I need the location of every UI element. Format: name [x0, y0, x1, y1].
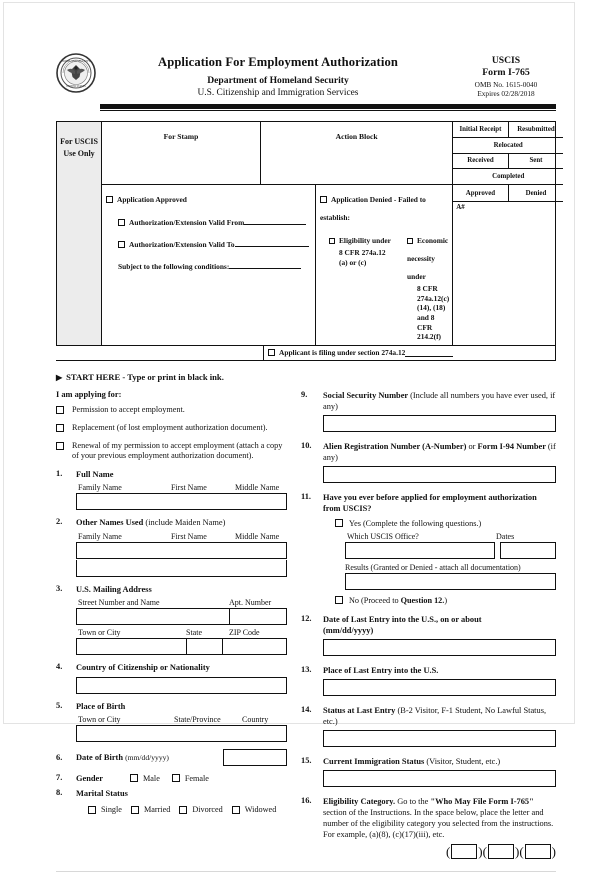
question-13	[301, 665, 556, 696]
birth-town-label: Town or City	[78, 714, 121, 724]
question-16	[301, 796, 556, 859]
marital-widowed-label: Widowed	[244, 805, 277, 815]
valid-from-line[interactable]	[244, 216, 306, 225]
question-11-no-option[interactable]	[323, 596, 556, 605]
question-15-number: 15.	[301, 755, 312, 765]
question-11-yes-option[interactable]	[323, 519, 556, 528]
which-office-label: Which USCIS Office?	[347, 532, 419, 542]
country-citizenship-input[interactable]	[76, 677, 287, 694]
agency-name: U.S. Citizenship and Immigration Services	[197, 88, 359, 98]
question-1-title: Full Name	[76, 470, 114, 480]
left-column	[56, 390, 301, 860]
table-row	[453, 202, 563, 345]
expiration-date: Expires 02/28/2018	[477, 89, 535, 98]
form-page	[3, 2, 575, 860]
results-label: Results (Granted or Denied - attach all documentation)	[345, 563, 521, 573]
start-here-banner	[56, 372, 556, 382]
question-6-format: (mm/dd/yyyy)	[125, 752, 169, 762]
approved-cell[interactable]: Approved	[453, 185, 509, 201]
question-3-number: 3.	[56, 583, 63, 593]
question-11-number: 11.	[301, 492, 312, 502]
gender-male-checkbox[interactable]	[130, 774, 138, 782]
date-last-entry-input[interactable]	[323, 639, 556, 656]
question-10-title-b: Form I-94 Number	[477, 441, 546, 451]
uscis-use-block	[56, 121, 556, 346]
action-block-label: Action Block	[335, 132, 378, 141]
zip-input[interactable]	[222, 638, 287, 655]
question-12	[301, 614, 556, 655]
eligibility-box-2[interactable]	[488, 844, 514, 859]
other-family-name-label: Family Name	[78, 531, 122, 541]
question-7-number: 7.	[56, 772, 63, 782]
resubmitted-cell[interactable]: Resubmitted	[517, 125, 555, 133]
gender-female-label: Female	[184, 773, 209, 783]
paren-open-3: (	[519, 844, 524, 860]
filing-under-line[interactable]	[405, 348, 453, 357]
valid-to-checkbox[interactable]	[118, 241, 125, 248]
replacement-label: Replacement (of lost employment authorization document).	[72, 422, 268, 432]
question-14-title: Status at Last Entry	[323, 705, 396, 715]
question-2	[56, 517, 287, 576]
gender-female-checkbox[interactable]	[172, 774, 180, 782]
question-16-body-1: Go to the	[395, 796, 431, 806]
marital-married-option[interactable]	[131, 805, 170, 814]
question-12-title: Date of Last Entry into the U.S., on or about	[323, 615, 482, 625]
omb-number: OMB No. 1615-0040	[474, 80, 538, 89]
valid-to-line[interactable]	[235, 238, 309, 247]
question-9	[301, 390, 556, 432]
other-names-input-row2[interactable]	[76, 560, 287, 577]
marital-single-option[interactable]	[88, 805, 122, 814]
relocated-cell: Relocated	[493, 141, 523, 149]
question-7-title: Gender	[76, 773, 103, 783]
question-10-or: or	[466, 441, 478, 451]
middle-name-label: Middle Name	[235, 483, 280, 493]
dates-input[interactable]	[500, 542, 556, 559]
economic-cfr-line1: 8 CFR 274a.12(c)(14), (18)	[417, 284, 450, 313]
filing-under-cell	[263, 346, 556, 361]
economic-necessity-checkbox[interactable]	[407, 238, 413, 244]
application-approved-section	[102, 185, 316, 345]
valid-from-checkbox[interactable]	[118, 219, 125, 226]
valid-from-label: Authorization/Extension Valid From	[129, 218, 245, 227]
question-1	[56, 469, 287, 510]
zip-label: ZIP Code	[229, 627, 260, 637]
svg-text:HOMELAND SECURITY: HOMELAND SECURITY	[61, 60, 91, 63]
question-5-number: 5.	[56, 700, 63, 710]
family-name-label: Family Name	[78, 483, 122, 493]
sent-cell[interactable]: Sent	[529, 157, 543, 165]
question-4	[56, 662, 287, 694]
other-middle-name-label: Middle Name	[235, 531, 280, 541]
a-number-cell[interactable]: A#	[456, 204, 465, 211]
gender-male-label: Male	[143, 773, 160, 783]
filing-under-row	[56, 346, 556, 361]
form-content	[56, 43, 556, 872]
economic-necessity-item	[407, 230, 449, 342]
eligibility-cfr-line2: (a) or (c)	[339, 257, 367, 267]
question-16-body-2: section of the Instructions. In the space below, place the letter and number of the eligibility category you selected from the instructions. For example, (a)(8), (c)(17)(iii), etc.	[323, 807, 554, 840]
question-10-sub: (if any)	[323, 441, 556, 463]
gender-male-option[interactable]	[130, 774, 160, 783]
replacement-checkbox[interactable]	[56, 424, 64, 432]
gender-female-option[interactable]	[172, 774, 209, 783]
question-16-number: 16.	[301, 795, 312, 805]
completed-cell: Completed	[492, 173, 525, 181]
header-rule-thin	[100, 110, 556, 111]
paren-open-2: (	[482, 844, 487, 860]
applied-before-no-label-a: No (Proceed to	[349, 596, 401, 606]
paren-close-3: )	[551, 844, 556, 860]
applying-for-heading: I am applying for:	[56, 389, 122, 399]
question-10-number: 10.	[301, 440, 312, 450]
start-here-label: START HERE - Type or print in black ink.	[66, 371, 224, 382]
for-stamp-cell[interactable]	[102, 122, 261, 184]
permission-label: Permission to accept employment.	[72, 404, 185, 414]
filing-under-blank-mid	[153, 346, 263, 361]
marital-widowed-option[interactable]	[232, 805, 277, 814]
header-rule-thick	[100, 104, 556, 109]
state-label: State	[186, 627, 202, 637]
question-4-number: 4.	[56, 661, 63, 671]
state-input[interactable]	[186, 638, 222, 655]
application-approved-label: Application Approved	[117, 195, 187, 204]
question-9-title: Social Security Number	[323, 390, 408, 400]
for-uscis-use-only-label: For USCIS Use Only	[60, 137, 98, 158]
for-stamp-label: For Stamp	[163, 132, 199, 141]
question-5-title: Place of Birth	[76, 701, 126, 711]
initial-receipt-cell[interactable]: Initial Receipt	[453, 122, 509, 137]
permission-checkbox[interactable]	[56, 406, 64, 414]
question-6	[56, 749, 287, 766]
birth-country-label: Country	[242, 714, 269, 724]
town-input[interactable]	[76, 638, 186, 655]
application-denied-label: Application Denied - Failed to establish:	[320, 195, 426, 222]
right-column	[301, 390, 556, 860]
approval-decision-grid	[453, 185, 563, 345]
question-3-title: U.S. Mailing Address	[76, 584, 152, 594]
question-12-number: 12.	[301, 614, 312, 624]
marital-widowed-checkbox[interactable]	[232, 806, 240, 814]
applied-before-no-checkbox[interactable]	[335, 596, 343, 604]
marital-single-label: Single	[101, 805, 122, 815]
date-of-birth-input[interactable]	[223, 749, 287, 766]
masthead	[56, 43, 556, 98]
renewal-checkbox[interactable]	[56, 442, 64, 450]
question-14-number: 14.	[301, 704, 312, 714]
place-last-entry-input[interactable]	[323, 679, 556, 696]
question-15-title: Current Immigration Status	[323, 756, 425, 766]
filing-under-blank-left	[56, 346, 153, 361]
marital-married-label: Married	[143, 805, 171, 815]
applied-before-yes-label: Yes (Complete the following questions.)	[349, 519, 482, 529]
dhs-seal-icon	[56, 43, 100, 93]
question-11-title: Have you ever before applied for employment authorization from USCIS?	[323, 493, 537, 514]
question-10-title-a: Alien Registration Number (A-Number)	[323, 441, 467, 451]
question-13-number: 13.	[301, 664, 312, 674]
subject-to-conditions-label: Subject to the following conditions:	[118, 262, 230, 271]
question-5	[56, 701, 287, 742]
eligibility-category-inputs	[323, 844, 556, 859]
marital-married-checkbox[interactable]	[131, 806, 139, 814]
question-11	[301, 492, 556, 605]
filing-under-label: Applicant is filing under section 274a.12	[279, 348, 406, 358]
economic-cfr-line2: and 8 CFR 214.2(f)	[417, 312, 442, 342]
question-2-title: Other Names Used	[76, 518, 144, 528]
question-8-title: Marital Status	[76, 788, 128, 798]
table-row	[453, 154, 563, 170]
apt-number-label: Apt. Number	[229, 597, 272, 607]
eligibility-box-3[interactable]	[525, 844, 551, 859]
question-2-number: 2.	[56, 517, 63, 527]
question-15-sub: (Visitor, Student, etc.)	[426, 756, 501, 766]
paren-open-1: (	[445, 844, 451, 860]
status-last-entry-input[interactable]	[323, 730, 556, 747]
table-row	[453, 122, 563, 138]
economic-necessity-label: Economic necessity under	[407, 236, 449, 281]
question-9-sub: (Include all numbers you have ever used, if any)	[323, 390, 556, 411]
question-1-number: 1.	[56, 469, 63, 479]
first-name-label: First Name	[171, 483, 207, 493]
denied-cell[interactable]: Denied	[525, 189, 547, 197]
which-office-input[interactable]	[345, 542, 495, 559]
eligibility-cfr-line1: 8 CFR 274a.12	[339, 248, 386, 257]
question-15	[301, 756, 556, 787]
svg-text:UNITED STATES: UNITED STATES	[66, 85, 86, 88]
form-columns	[56, 390, 556, 860]
table-row	[453, 138, 563, 154]
marital-divorced-label: Divorced	[192, 805, 223, 815]
paren-close-1: )	[478, 844, 483, 860]
marital-single-checkbox[interactable]	[88, 806, 96, 814]
birth-state-label: State/Province	[174, 714, 221, 724]
application-approved-checkbox[interactable]	[106, 196, 113, 203]
receipt-grid	[453, 122, 563, 184]
department-name: Department of Homeland Security	[207, 75, 349, 86]
eligibility-under-label: Eligibility under	[339, 236, 391, 245]
form-number: Form I-765	[482, 67, 530, 78]
action-block-cell[interactable]	[261, 122, 453, 184]
other-first-name-label: First Name	[171, 531, 207, 541]
applied-before-no-ref: Question 12.	[400, 596, 445, 606]
valid-to-label: Authorization/Extension Valid To	[129, 240, 235, 249]
paren-close-2: )	[514, 844, 520, 860]
table-row	[453, 185, 563, 202]
received-cell[interactable]: Received	[453, 154, 509, 169]
question-16-title: Eligibility Category.	[323, 796, 396, 806]
question-3	[56, 584, 287, 655]
question-8	[56, 788, 287, 814]
other-names-input-row1[interactable]	[76, 542, 287, 559]
agency-short: USCIS	[491, 55, 521, 66]
question-14	[301, 705, 556, 747]
renewal-label: Renewal of my permission to accept employment (attach a copy of your previous employment authorization document).	[72, 440, 283, 461]
applying-option-renewal[interactable]	[56, 441, 287, 463]
question-9-number: 9.	[301, 389, 308, 399]
town-label: Town or City	[78, 627, 121, 637]
for-uscis-use-only-cell	[57, 122, 102, 345]
applied-before-no-label-c: )	[444, 596, 448, 606]
street-label: Street Number and Name	[78, 597, 160, 607]
dates-label: Dates	[496, 532, 515, 542]
triangle-right-icon: ▶	[56, 372, 63, 382]
current-status-input[interactable]	[323, 770, 556, 787]
full-name-input[interactable]	[76, 493, 287, 510]
applying-option-permission[interactable]	[56, 405, 287, 418]
question-13-title: Place of Last Entry into the U.S.	[323, 665, 439, 675]
question-7	[56, 773, 287, 784]
applying-option-replacement[interactable]	[56, 423, 287, 436]
question-10	[301, 441, 556, 483]
form-id-block	[456, 43, 556, 98]
question-6-number: 6.	[56, 752, 63, 762]
masthead-titles	[100, 43, 456, 98]
marital-divorced-option[interactable]	[179, 805, 222, 814]
application-denied-checkbox[interactable]	[320, 196, 327, 203]
alien-number-input[interactable]	[323, 466, 556, 483]
question-6-title: Date of Birth	[76, 752, 123, 762]
question-4-title: Country of Citizenship or Nationality	[76, 662, 210, 672]
question-12-format: (mm/dd/yyyy)	[323, 626, 374, 636]
eligibility-box-1[interactable]	[451, 844, 477, 859]
subject-to-conditions-line[interactable]	[229, 260, 301, 269]
question-14-sub: (B-2 Visitor, F-1 Student, No Lawful Status, etc.)	[323, 705, 547, 726]
eligibility-under-checkbox[interactable]	[329, 238, 335, 244]
eligibility-under-item	[329, 230, 407, 342]
apt-number-input[interactable]	[229, 608, 287, 625]
applied-before-yes-checkbox[interactable]	[335, 519, 343, 527]
table-row	[453, 169, 563, 184]
ssn-input[interactable]	[323, 415, 556, 432]
street-input[interactable]	[76, 608, 229, 625]
marital-divorced-checkbox[interactable]	[179, 806, 187, 814]
application-denied-section	[316, 185, 453, 345]
place-of-birth-input[interactable]	[76, 725, 287, 742]
filing-under-checkbox[interactable]	[268, 349, 275, 356]
question-2-sub: (include Maiden Name)	[145, 518, 226, 528]
question-8-number: 8.	[56, 787, 63, 797]
question-16-who-may-file: "Who May File Form I-765"	[430, 796, 534, 806]
page-title: Application For Employment Authorization	[158, 55, 398, 69]
results-input[interactable]	[345, 573, 556, 590]
